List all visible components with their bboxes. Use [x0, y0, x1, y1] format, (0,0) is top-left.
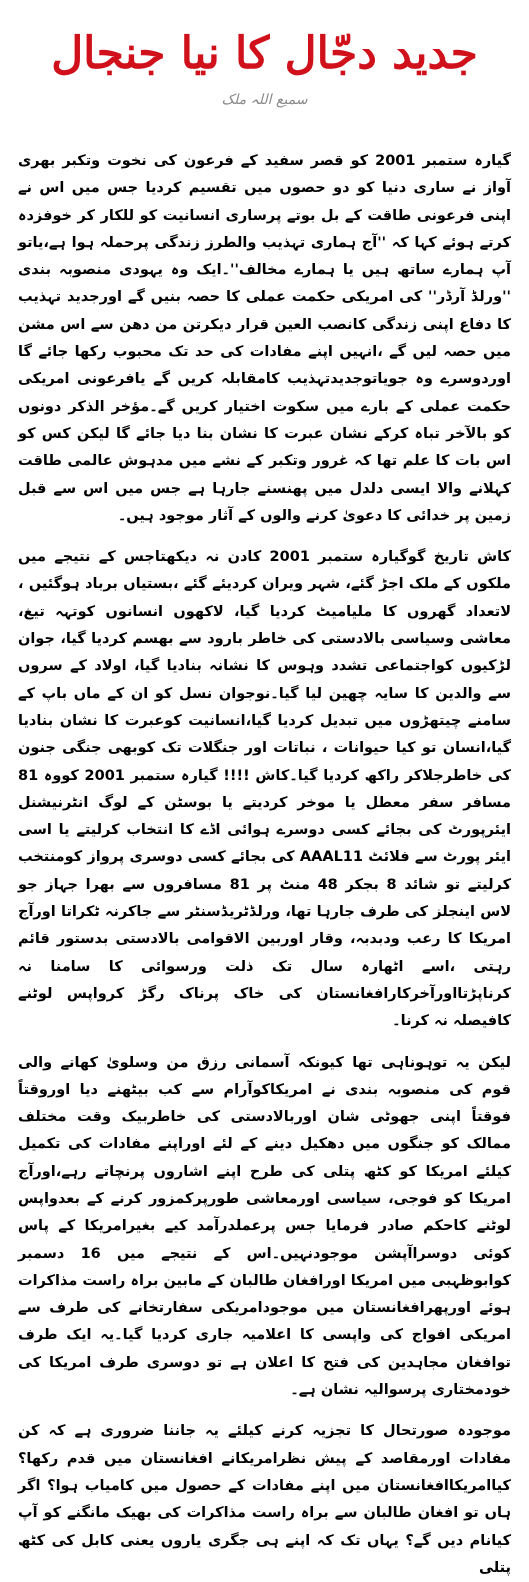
article-paragraph-3: لیکن یہ توہوناہی تھا کیونکہ آسمانی رزق من وسلویٰ کھانے والی قوم کی منصوبہ بندی نے امریکاکوآرام سے کب بیٹھنے دیا اوروقتاً فوقتاً اپنی جھوٹی شان اوربالادستی کی خاطربیک وقت مختلف ممالک کو جنگوں میں دھکیل دینے کے لئے اوراپنے مفادات کی تکمیل کیلئے امریکا کو کٹھ پتلی کی طرح اپنے اشاروں پرنچاتے رہے،اورآج امریکا کو فوجی، سیاسی اورمعاشی طورپرکمزور کرنے کے بعدواپس لوٹنے کاحکم صادر فرمایا جس پرعملدرآمد کیے بغیرامریکا کے پاس کوئی دوسراآپشن موجودنہیں۔اس کے نتیجے میں 16 دسمبر کوابوظہبی میں امریکا اورافغان طالبان کے مابین براہ راست مذاکرات ہوئے اورپھرافغانستان میں موجودامریکی سفارتخانے کی طرف سے امریکی افواج کی واپسی کا اعلامیہ جاری کردیا گیا۔یہ ایک طرف توافغان مجاہدین کی فتح کا اعلان ہے تو دوسری طرف امریکا کی خودمختاری پرسوالیہ نشان ہے۔ — [18, 1054, 511, 1399]
article-paragraph-4: موجودہ صورتحال کا تجزیہ کرنے کیلئے یہ جاننا ضروری ہے کہ کن مفادات اورمقاصد کے پیش نظرامریکانے افغانستان میں قدم رکھا؟ کیاامریکاافغانستان میں اپنے مفادات کے حصول میں کامیاب ہوا؟ اگر ہاں تو افغان طالبان سے براہ راست مذاکرات کی بھیک مانگنے کو آپ کیانام دیں گے؟ یہاں تک کہ اپنے ہی جگری یاروں یعنی کابل کی کٹھ پتلی — [18, 1423, 511, 1576]
article-paragraph-1: گیارہ ستمبر 2001 کو قصر سفید کے فرعون کی نخوت وتکبر بھری آواز نے ساری دنیا کو دو حصوں میں تقسیم کردیا جس میں اس نے اپنی فرعونی طاقت کے بل بوتے پرساری انسانیت کو للکار کر خوفزدہ کرتے ہوئے کہا کہ ''آج ہماری تہذیب والطرز زندگی پرحملہ ہوا ہے،یاتو آپ ہمارے ساتھ ہیں یا ہمارے مخالف''۔ایک وہ یہودی منصوبہ بندی ''ورلڈ آرڈر'' کی امریکی حکمت عملی کا حصہ بنیں گے اورجدید تہذیب کا دفاع اپنی زندگی کانصب العین قرار دیکرتن من دھن سے اس مشن میں حصہ لیں گے ،انہیں اپنے مفادات کی حد تک محبوب رکھا جائے گا اوردوسرے وہ جویاتوجدیدتہذیب کامقابلہ کریں گے یافرعونی امریکی حکمت عملی کے بارے میں سکوت اختیار کریں گے۔مؤخر الذکر دونوں کو بالآخر تباہ کرکے نشان عبرت کا نشان بنا دیا جائے گا لیکن کس کو اس بات کا علم تھا کہ غرور وتکبر کے نشے میں مدہوش عالمی طاقت کہلانے والا ایسی دلدل میں پھنسنے جارہا ہے جس میں اس سے قبل زمین پر خدائی کا دعویٰ کرنے والوں کے آثار موجود ہیں۔ — [18, 153, 511, 524]
author-name: سمیع اللہ ملک — [221, 92, 308, 108]
article-title: جدید دجّال کا نیا جنجال — [51, 28, 478, 79]
article-body — [18, 148, 511, 1582]
article-page — [0, 24, 529, 1576]
article-paragraph-2: کاش تاریخ گوگیارہ ستمبر 2001 کادن نہ دیکھتاجس کے نتیجے میں ملکوں کے ملک اجڑ گئے، شہر ویران کردیئے گئے ،بستیاں برباد ہوگئیں ، لاتعداد گھروں کا ملیامیٹ کردیا گیا، لاکھوں انسانوں کوتہہ تیغ، معاشی وسیاسی بالادستی کی خاطر بارود سے بھسم کردیا گیا، جوان لڑکیوں کواجتماعی تشدد وہوس کا نشانہ بنادیا گیا، اولاد کے سروں سے والدین کا سایہ چھین لیا گیا۔نوجوان نسل کو ان کے ماں باپ کے سامنے چیتھڑوں میں تبدیل کردیا گیا،انسانیت کوعبرت کا نشان بنادیا گیا،انسان تو کیا حیوانات ، نباتات اور جنگلات تک کوبھی جنگی جنون کی خاطرجلاکر راکھ کردیا گیا۔کاش !!!! گیارہ ستمبر 2001 کووہ 81 مسافر سفر معطل یا موخر کردیتے یا بوسٹن کے لوگ انٹرنیشنل ایئرپورٹ کی بجائے کسی دوسرے ہوائی اڈے کا انتخاب کرلیتے یا اسی ایئر پورٹ سے فلائٹ AAAL11 کی بجائے کسی دوسری پرواز کومنتخب کرلیتے تو شائد 8 بجکر 48 منٹ پر 81 مسافروں سے بھرا جہاز جو لاس اینجلز کی طرف جارہا تھا، ورلڈٹریڈسنٹر سے جاکرنہ ٹکراتا اورآج امریکا کا رعب ودبدبہ، وقار اوربین الاقوامی بالادستی بدستور قائم رہتی ،اسے اٹھارہ سال تک ذلت ورسوائی کا سامنا نہ کرناپڑتااورآخرکارافغانستان کی خاک پرناک رگڑ کرواپس لوٹنے کافیصلہ نہ کرنا۔ — [18, 549, 511, 1030]
